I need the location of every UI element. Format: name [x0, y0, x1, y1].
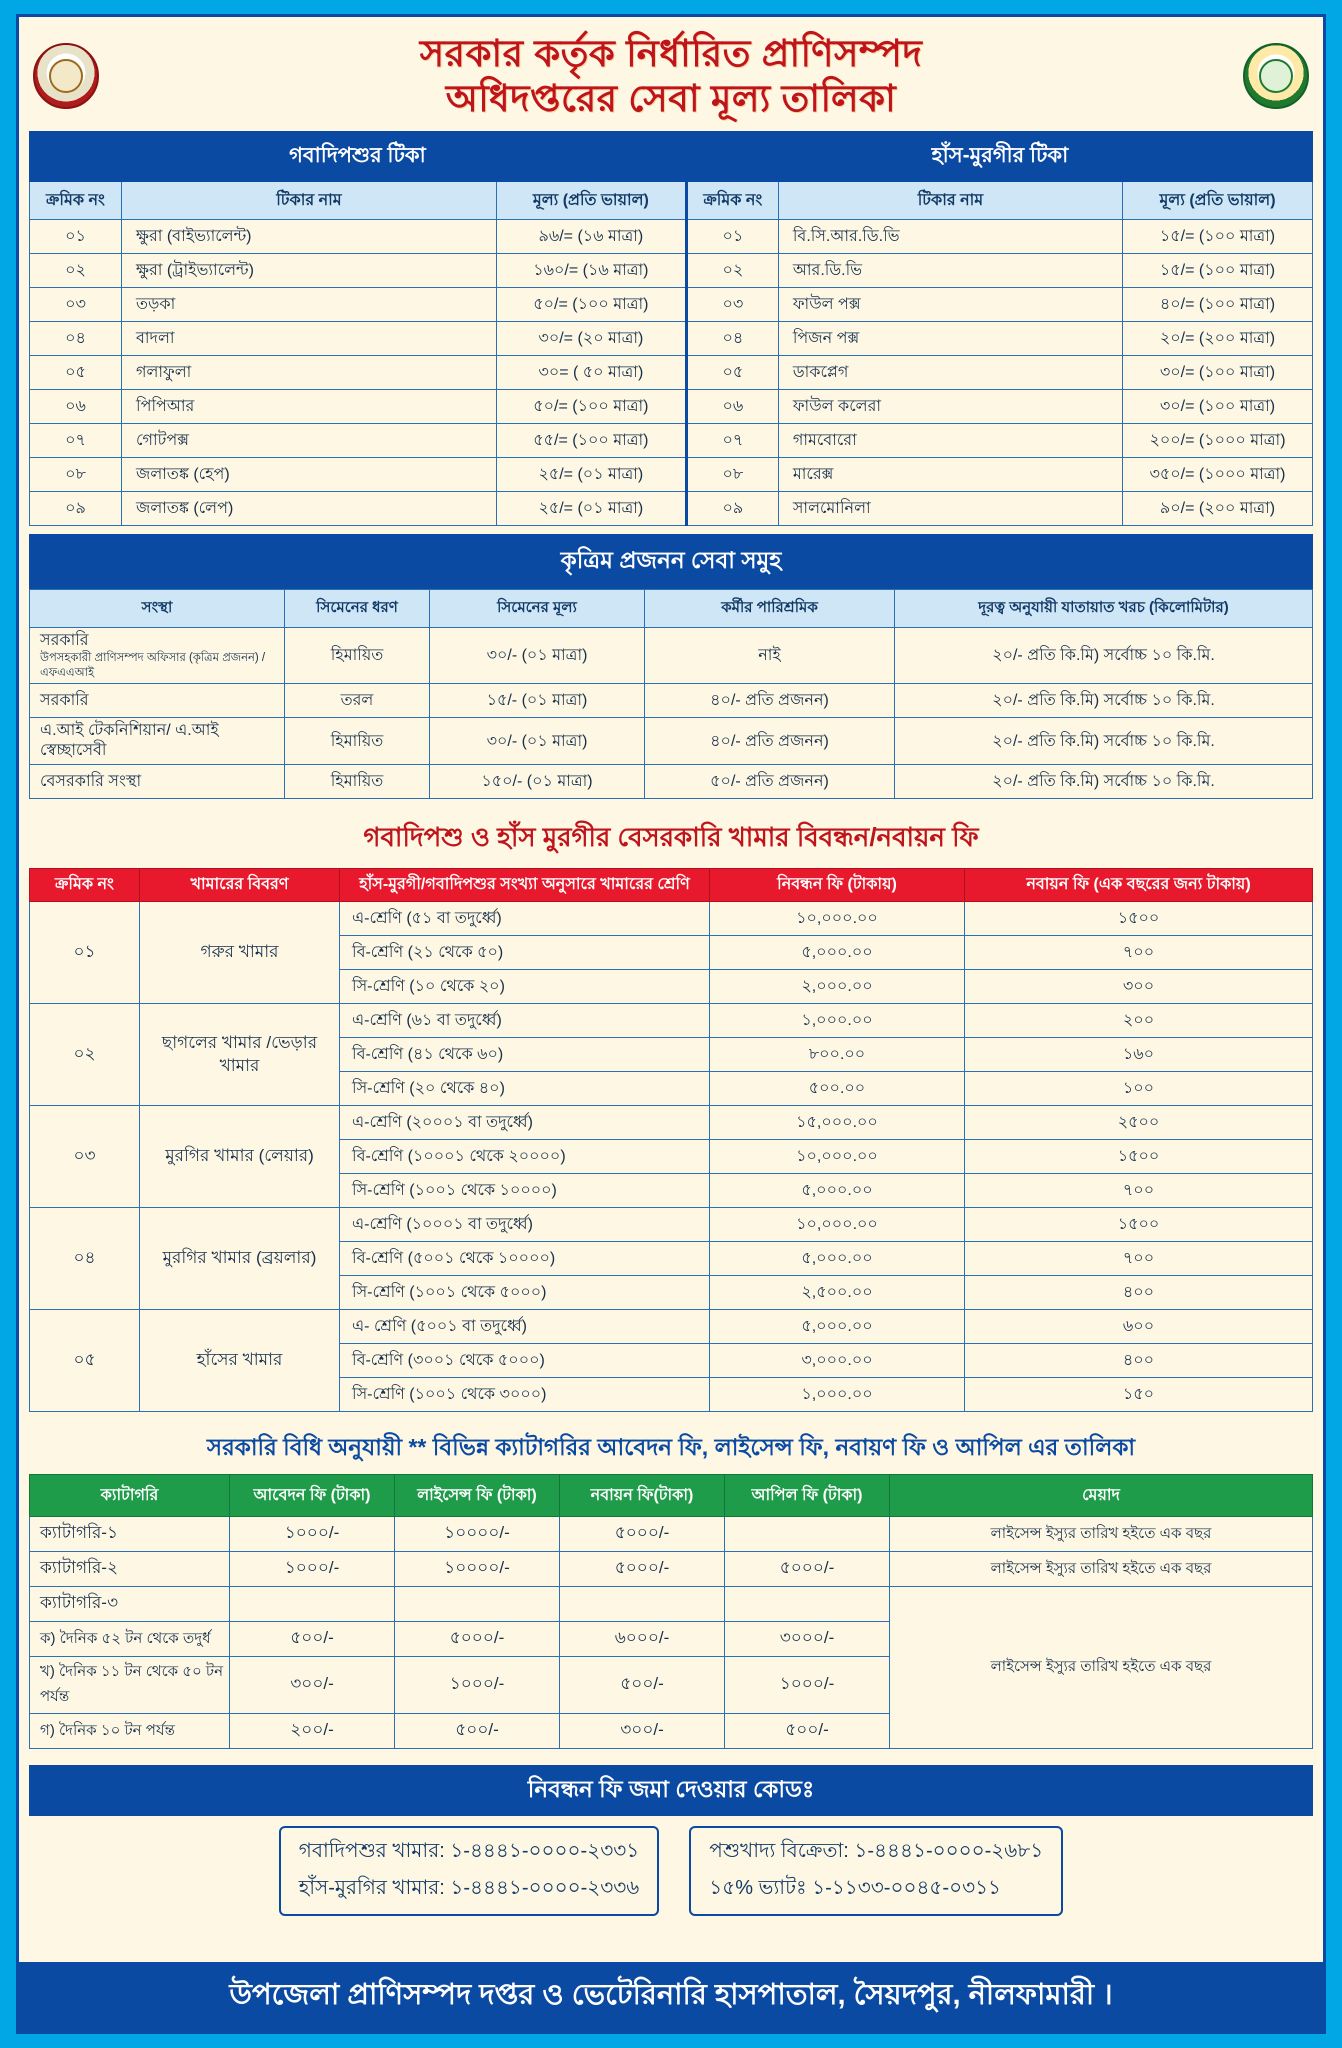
cell-price: ১৫/- (০১ মাত্রা) [430, 684, 645, 718]
vaccine-section [29, 131, 1313, 526]
cell-sl: ০৩ [30, 288, 122, 322]
cell-org: এ.আই টেকনিশিয়ান/ এ.আই স্বেচ্ছাসেবী [30, 718, 285, 765]
table-row [30, 458, 1313, 492]
cell-application-fee: ১০০০/- [230, 1552, 395, 1587]
cell-category: ক্যাটাগরি-৩ [30, 1587, 230, 1622]
cell-class: এ-শ্রেণি (২০০০১ বা তদুর্ধ্বে) [340, 1106, 710, 1140]
table-row [30, 765, 1313, 799]
cell-sl: ০২ [30, 254, 122, 288]
cell-price: ২০০/= (১০০০ মাত্রা) [1123, 424, 1313, 458]
cell-price: ২৫/= (০১ মাত্রা) [496, 458, 686, 492]
cell-desc: ছাগলের খামার /ভেড়ার খামার [140, 1004, 340, 1106]
cell-sl: ০৫ [30, 1310, 140, 1412]
cell-class: বি-শ্রেণি (২১ থেকে ৫০) [340, 936, 710, 970]
cell-sl: ০৪ [686, 322, 778, 356]
table-row [30, 628, 1313, 684]
category-table [29, 1474, 1313, 1749]
cell-desc: গরুর খামার [140, 902, 340, 1004]
vaccine-group-poultry: হাঁস-মুরগীর টিকা [686, 132, 1312, 182]
col-semen-price: সিমেনের মূল্য [430, 590, 645, 628]
cell-name: ক্ষুরা (ট্রাইভ্যালেন্ট) [122, 254, 497, 288]
title-line-1: সরকার কর্তৃক নির্ধারিত প্রাণিসম্পদ [419, 33, 923, 74]
cell-class: এ-শ্রেণি (৫১ বা তদুর্ধ্বে) [340, 902, 710, 936]
table-row [30, 424, 1313, 458]
ai-section-title: কৃত্রিম প্রজনন সেবা সমুহ [29, 534, 1313, 589]
cell-sl: ০৩ [30, 1106, 140, 1208]
col-semen-type: সিমেনের ধরণ [285, 590, 430, 628]
table-row [30, 1517, 1313, 1552]
cell-name: আর.ডি.ভি [778, 254, 1122, 288]
govt-emblem-logo-icon [33, 43, 99, 109]
cell-sl: ০১ [30, 902, 140, 1004]
cell-application-fee: ৩০০/- [230, 1657, 395, 1714]
cell-class: বি-শ্রেণি (৪১ থেকে ৬০) [340, 1038, 710, 1072]
cell-price: ২৫/= (০১ মাত্রা) [496, 492, 686, 526]
col-appeal-fee: আপিল ফি (টাকা) [725, 1475, 890, 1517]
cell-name: পিজন পক্স [778, 322, 1122, 356]
cell-org [30, 628, 285, 684]
col-renewal-fee: নবায়ন ফি(টাকা) [560, 1475, 725, 1517]
cell-reg-fee: ৫০০.০০ [710, 1072, 965, 1106]
cell-name: ফাউল পক্স [778, 288, 1122, 322]
table-row [30, 718, 1313, 765]
livestock-department-logo-icon [1243, 43, 1309, 109]
code-section-title: নিবন্ধন ফি জমা দেওয়ার কোডঃ [29, 1765, 1313, 1816]
cell-license-fee: ৫০০০/- [395, 1622, 560, 1657]
cell-class: বি-শ্রেণি (৩০০১ থেকে ৫০০০) [340, 1344, 710, 1378]
table-row [30, 1587, 1313, 1622]
cell-type: হিমায়িত [285, 628, 430, 684]
cell-name: গলাফুলা [122, 356, 497, 390]
cell-price: ১৫/= (১০০ মাত্রা) [1123, 220, 1313, 254]
col-registration-fee: নিবন্ধন ফি (টাকায়) [710, 869, 965, 902]
cell-name: ডাকপ্লেগ [778, 356, 1122, 390]
table-row [30, 1004, 1313, 1038]
cell-price: ৯৬/= (১৬ মাত্রা) [496, 220, 686, 254]
cell-duration: লাইসেন্স ইস্যুর তারিখ হইতে এক বছর [890, 1517, 1313, 1552]
table-row [30, 356, 1313, 390]
cell-class: এ- শ্রেণি (৫০০১ বা তদুর্ধ্বে) [340, 1310, 710, 1344]
cell-application-fee: ১০০০/- [230, 1517, 395, 1552]
farm-section [29, 868, 1313, 1412]
table-row [30, 322, 1313, 356]
cell-name: বাদলা [122, 322, 497, 356]
cell-price: ৩০= ( ৫০ মাত্রা) [496, 356, 686, 390]
cell-price: ৩০/= (১০০ মাত্রা) [1123, 356, 1313, 390]
col-sl: ক্রমিক নং [30, 869, 140, 902]
cell-reg-fee: ৫,০০০.০০ [710, 936, 965, 970]
code-line: গবাদিপশুর খামার: ১-৪৪৪১-০০০০-২৩৩১ [298, 1840, 640, 1862]
cell-class: সি-শ্রেণি (১০ থেকে ২০) [340, 970, 710, 1004]
cell-travel: ২০/- প্রতি কি.মি) সর্বোচ্চ ১০ কি.মি. [895, 765, 1313, 799]
cell-name: তড়কা [122, 288, 497, 322]
cell-sl: ০৬ [30, 390, 122, 424]
cell-renewal-fee: ৩০০/- [560, 1714, 725, 1749]
cell-license-fee: ১০০০০/- [395, 1517, 560, 1552]
poster-footer: উপজেলা প্রাণিসম্পদ দপ্তর ও ভেটেরিনারি হাসপাতাল, সৈয়দপুর, নীলফামারী । [19, 1962, 1323, 2031]
cell-travel: ২০/- প্রতি কি.মি) সর্বোচ্চ ১০ কি.মি. [895, 718, 1313, 765]
col-price-left: মূল্য (প্রতি ভায়াল) [496, 182, 686, 220]
ai-table [29, 589, 1313, 799]
cell-reg-fee: ১০,০০০.০০ [710, 1140, 965, 1174]
cell-travel: ২০/- প্রতি কি.মি) সর্বোচ্চ ১০ কি.মি. [895, 684, 1313, 718]
cell-renew-fee: ১০০ [965, 1072, 1313, 1106]
cell-renew-fee: ২৫০০ [965, 1106, 1313, 1140]
cell-renew-fee: ১৫০০ [965, 1208, 1313, 1242]
cell-appeal-fee [725, 1517, 890, 1552]
cell-price: ৩০/- (০১ মাত্রা) [430, 718, 645, 765]
code-box-right [689, 1826, 1063, 1916]
cell-price: ১৫/= (১০০ মাত্রা) [1123, 254, 1313, 288]
cell-name: জলাতঙ্ক (হেপ) [122, 458, 497, 492]
cell-reg-fee: ৮০০.০০ [710, 1038, 965, 1072]
cell-renew-fee: ৭০০ [965, 936, 1313, 970]
cell-license-fee: ১০০০০/- [395, 1552, 560, 1587]
cell-price: ৪০/= (১০০ মাত্রা) [1123, 288, 1313, 322]
cell-category: খ) দৈনিক ১১ টন থেকে ৫০ টন পর্যন্ত [30, 1657, 230, 1714]
col-name-left: টিকার নাম [122, 182, 497, 220]
cell-sl: ০৫ [30, 356, 122, 390]
cell-license-fee: ৫০০/- [395, 1714, 560, 1749]
cell-sl: ০৮ [686, 458, 778, 492]
cell-category: গ) দৈনিক ১০ টন পর্যন্ত [30, 1714, 230, 1749]
cell-reg-fee: ২,৫০০.০০ [710, 1276, 965, 1310]
col-sl-left: ক্রমিক নং [30, 182, 122, 220]
cell-travel: ২০/- প্রতি কি.মি) সর্বোচ্চ ১০ কি.মি. [895, 628, 1313, 684]
cell-renew-fee: ৭০০ [965, 1174, 1313, 1208]
table-row-column-header [30, 590, 1313, 628]
vaccine-group-cattle: গবাদিপশুর টিকা [30, 132, 687, 182]
cell-renew-fee: ১৫০০ [965, 1140, 1313, 1174]
cell-type: হিমায়িত [285, 718, 430, 765]
cell-price: ৯০/= (২০০ মাত্রা) [1123, 492, 1313, 526]
cell-class: এ-শ্রেণি (৬১ বা তদুর্ধ্বে) [340, 1004, 710, 1038]
cell-reg-fee: ১,০০০.০০ [710, 1378, 965, 1412]
cell-reg-fee: ১,০০০.০০ [710, 1004, 965, 1038]
col-duration: মেয়াদ [890, 1475, 1313, 1517]
cell-reg-fee: ১০,০০০.০০ [710, 1208, 965, 1242]
cell-name: সালমোনিলা [778, 492, 1122, 526]
category-section-heading: সরকারি বিধি অনুযায়ী ** বিভিন্ন ক্যাটাগরির আবেদন ফি, লাইসেন্স ফি, নবায়ণ ফি ও আপিল এর তালিকা [206, 1434, 1136, 1460]
page-title [115, 31, 1227, 121]
code-section [29, 1816, 1313, 1924]
cell-class: বি-শ্রেণি (৫০০১ থেকে ১০০০০) [340, 1242, 710, 1276]
cell-price: ৫৫/= (১০০ মাত্রা) [496, 424, 686, 458]
col-category: ক্যাটাগরি [30, 1475, 230, 1517]
cell-name: গোটপক্স [122, 424, 497, 458]
cell-sl: ০৭ [686, 424, 778, 458]
cell-price: ১৬০/= (১৬ মাত্রা) [496, 254, 686, 288]
cell-reg-fee: ৫,০০০.০০ [710, 1242, 965, 1276]
title-line-2: অধিদপ্তরের সেবা মূল্য তালিকা [445, 78, 897, 120]
cell-name: বি.সি.আর.ডি.ভি [778, 220, 1122, 254]
cell-license-fee: ১০০০/- [395, 1657, 560, 1714]
cell-duration-merged: লাইসেন্স ইস্যুর তারিখ হইতে এক বছর [890, 1587, 1313, 1749]
cell-org-sub: উপসহকারী প্রাণিসম্পদ অফিসার (কৃত্রিম প্রজনন) /এফএএআই [40, 652, 266, 679]
cell-class: সি-শ্রেণি (১০০১ থেকে ১০০০০) [340, 1174, 710, 1208]
cell-appeal-fee [725, 1587, 890, 1622]
cell-renew-fee: ৩০০ [965, 970, 1313, 1004]
cell-price: ২০/= (২০০ মাত্রা) [1123, 322, 1313, 356]
poster-header [29, 25, 1313, 131]
col-class: হাঁস-মুরগী/গবাদিপশুর সংখ্যা অনুসারে খামারের শ্রেণি [340, 869, 710, 902]
cell-reg-fee: ১০,০০০.০০ [710, 902, 965, 936]
cell-reg-fee: ২,০০০.০০ [710, 970, 965, 1004]
cell-sl: ০১ [30, 220, 122, 254]
cell-name: গামবোরো [778, 424, 1122, 458]
cell-appeal-fee: ৩০০০/- [725, 1622, 890, 1657]
table-row [30, 1208, 1313, 1242]
cell-price: ৩০/= (১০০ মাত্রা) [1123, 390, 1313, 424]
cell-name: ফাউল কলেরা [778, 390, 1122, 424]
cell-renew-fee: ৪০০ [965, 1276, 1313, 1310]
cell-price: ১৫০/- (০১ মাত্রা) [430, 765, 645, 799]
cell-sl: ০১ [686, 220, 778, 254]
cell-org: সরকারি [30, 684, 285, 718]
cell-reg-fee: ৫,০০০.০০ [710, 1310, 965, 1344]
cell-reg-fee: ৫,০০০.০০ [710, 1174, 965, 1208]
col-renewal-fee: নবায়ন ফি (এক বছরের জন্য টাকায়) [965, 869, 1313, 902]
table-row-column-header [30, 182, 1313, 220]
cell-license-fee [395, 1587, 560, 1622]
cell-renewal-fee: ৬০০০/- [560, 1622, 725, 1657]
cell-name: জলাতঙ্ক (লেপ) [122, 492, 497, 526]
ai-section [29, 534, 1313, 799]
table-row [30, 1552, 1313, 1587]
col-wage: কর্মীর পারিশ্রমিক [645, 590, 895, 628]
cell-type: তরল [285, 684, 430, 718]
col-desc: খামারের বিবরণ [140, 869, 340, 902]
cell-type: হিমায়িত [285, 765, 430, 799]
table-row [30, 220, 1313, 254]
cell-desc: মুরগির খামার (ব্রয়লার) [140, 1208, 340, 1310]
col-application-fee: আবেদন ফি (টাকা) [230, 1475, 395, 1517]
cell-price: ৩০/- (০১ মাত্রা) [430, 628, 645, 684]
cell-price: ৩০/= (২০ মাত্রা) [496, 322, 686, 356]
cell-name: পিপিআর [122, 390, 497, 424]
cell-class: সি-শ্রেণি (১০০১ থেকে ৫০০০) [340, 1276, 710, 1310]
cell-renew-fee: ৭০০ [965, 1242, 1313, 1276]
cell-category: ক) দৈনিক ৫২ টন থেকে তদুর্ধ [30, 1622, 230, 1657]
cell-name: মারেক্স [778, 458, 1122, 492]
cell-renewal-fee: ৫০০/- [560, 1657, 725, 1714]
cell-category: ক্যাটাগরি-২ [30, 1552, 230, 1587]
cell-wage: ৪০/- প্রতি প্রজনন) [645, 718, 895, 765]
cell-sl: ০৪ [30, 322, 122, 356]
code-line: পশুখাদ্য বিক্রেতা: ১-৪৪৪১-০০০০-২৬৮১ [709, 1840, 1044, 1862]
cell-appeal-fee: ৫০০০/- [725, 1552, 890, 1587]
cell-renew-fee: ২০০ [965, 1004, 1313, 1038]
table-row [30, 902, 1313, 936]
cell-sl: ০৩ [686, 288, 778, 322]
farm-section-heading: গবাদিপশু ও হাঁস মুরগীর বেসরকারি খামার বিবন্ধন/নবায়ন ফি [363, 822, 979, 852]
cell-wage: নাই [645, 628, 895, 684]
cell-sl: ০৪ [30, 1208, 140, 1310]
cell-renew-fee: ১৫০ [965, 1378, 1313, 1412]
cell-desc: হাঁসের খামার [140, 1310, 340, 1412]
poster-inner [16, 14, 1326, 2034]
cell-sl: ০৯ [30, 492, 122, 526]
cell-price: ৩৫০/= (১০০০ মাত্রা) [1123, 458, 1313, 492]
cell-application-fee: ২০০/- [230, 1714, 395, 1749]
code-line: ১৫% ভ্যাটঃ ১-১১৩৩-০০৪৫-০৩১১ [709, 1877, 1002, 1899]
cell-application-fee [230, 1587, 395, 1622]
cell-reg-fee: ৩,০০০.০০ [710, 1344, 965, 1378]
cell-wage: ৫০/- প্রতি প্রজনন) [645, 765, 895, 799]
cell-renewal-fee: ৫০০০/- [560, 1517, 725, 1552]
category-section [29, 1474, 1313, 1749]
cell-name: ক্ষুরা (বাইভ্যালেন্ট) [122, 220, 497, 254]
table-row [30, 1106, 1313, 1140]
cell-org-main: সরকারি [40, 632, 89, 650]
cell-sl: ০৮ [30, 458, 122, 492]
table-row [30, 1310, 1313, 1344]
cell-renewal-fee: ৫০০০/- [560, 1552, 725, 1587]
cell-desc: মুরগির খামার (লেয়ার) [140, 1106, 340, 1208]
col-travel: দূরত্ব অনুযায়ী যাতায়াত খরচ (কিলোমিটার) [895, 590, 1313, 628]
cell-duration: লাইসেন্স ইস্যুর তারিখ হইতে এক বছর [890, 1552, 1313, 1587]
cell-sl: ০৫ [686, 356, 778, 390]
cell-renew-fee: ১৫০০ [965, 902, 1313, 936]
cell-renew-fee: ৬০০ [965, 1310, 1313, 1344]
table-row-column-header [30, 869, 1313, 902]
cell-reg-fee: ১৫,০০০.০০ [710, 1106, 965, 1140]
cell-class: সি-শ্রেণি (১০০১ থেকে ৩০০০) [340, 1378, 710, 1412]
cell-class: বি-শ্রেণি (১০০০১ থেকে ২০০০০) [340, 1140, 710, 1174]
cell-class: সি-শ্রেণি (২০ থেকে ৪০) [340, 1072, 710, 1106]
cell-sl: ০২ [686, 254, 778, 288]
code-line: হাঁস-মুরগির খামার: ১-৪৪৪১-০০০০-২৩৩৬ [298, 1877, 640, 1899]
table-row [30, 684, 1313, 718]
table-row [30, 288, 1313, 322]
cell-renew-fee: ৪০০ [965, 1344, 1313, 1378]
vaccine-table [29, 131, 1313, 526]
cell-renew-fee: ১৬০ [965, 1038, 1313, 1072]
cell-sl: ০৬ [686, 390, 778, 424]
code-box-left [279, 1826, 660, 1916]
col-org: সংস্থা [30, 590, 285, 628]
col-name-right: টিকার নাম [778, 182, 1122, 220]
table-row-column-header [30, 1475, 1313, 1517]
cell-class: এ-শ্রেণি (১০০০১ বা তদুর্ধ্বে) [340, 1208, 710, 1242]
cell-sl: ০৯ [686, 492, 778, 526]
cell-sl: ০২ [30, 1004, 140, 1106]
cell-renewal-fee [560, 1587, 725, 1622]
cell-application-fee: ৫০০/- [230, 1622, 395, 1657]
cell-sl: ০৭ [30, 424, 122, 458]
col-price-right: মূল্য (প্রতি ভায়াল) [1123, 182, 1313, 220]
cell-org: বেসরকারি সংস্থা [30, 765, 285, 799]
cell-appeal-fee: ৫০০/- [725, 1714, 890, 1749]
table-row [30, 390, 1313, 424]
farm-table [29, 868, 1313, 1412]
table-row [30, 254, 1313, 288]
col-license-fee: লাইসেন্স ফি (টাকা) [395, 1475, 560, 1517]
cell-appeal-fee: ১০০০/- [725, 1657, 890, 1714]
col-sl-right: ক্রমিক নং [686, 182, 778, 220]
cell-price: ৫০/= (১০০ মাত্রা) [496, 390, 686, 424]
table-row [30, 492, 1313, 526]
table-row-group-header [30, 132, 1313, 182]
cell-category: ক্যাটাগরি-১ [30, 1517, 230, 1552]
cell-wage: ৪০/- প্রতি প্রজনন) [645, 684, 895, 718]
cell-price: ৫০/= (১০০ মাত্রা) [496, 288, 686, 322]
